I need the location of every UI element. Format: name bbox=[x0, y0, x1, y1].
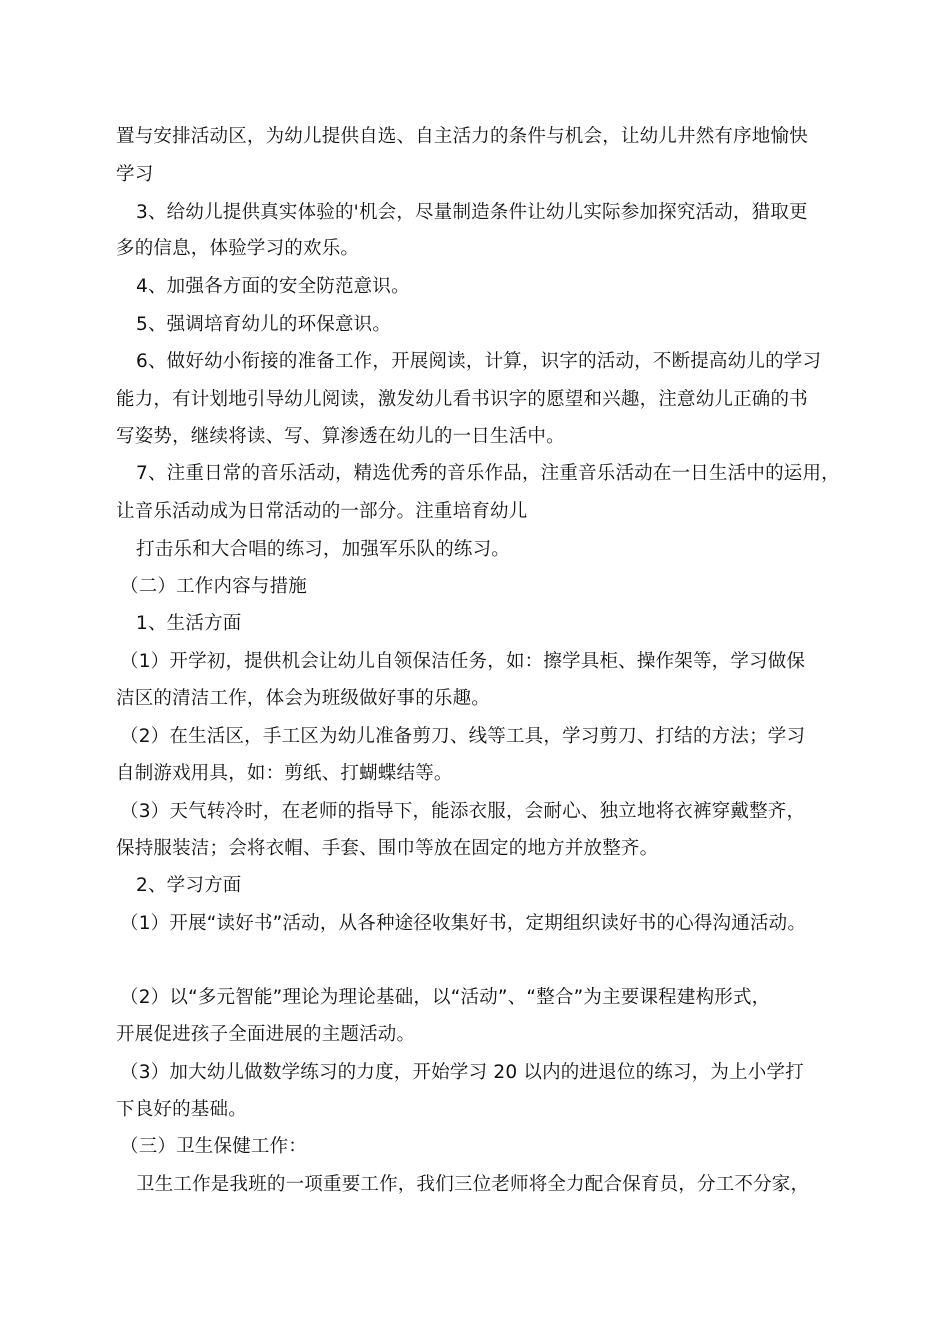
text-line: 让音乐活动成为日常活动的一部分。注重培育幼儿 bbox=[116, 501, 528, 522]
text-line: 下良好的基础。 bbox=[116, 1099, 247, 1120]
text-line: 打击乐和大合唱的练习，加强军乐队的练习。 bbox=[136, 539, 511, 560]
text-line: 4、加强各方面的安全防范意识。 bbox=[136, 276, 410, 297]
text-line: 能力，有计划地引导幼儿阅读，激发幼儿看书识字的愿望和兴趣，注意幼儿正确的书 bbox=[116, 389, 808, 410]
text-line: 5、强调培育幼儿的环保意识。 bbox=[136, 314, 392, 335]
text-line: 洁区的清洁工作，体会为班级做好事的乐趣。 bbox=[116, 688, 491, 709]
text-line: 6、做好幼小衔接的准备工作，开展阅读，计算，识字的活动，不断提高幼儿的学习 bbox=[136, 351, 822, 372]
text-line: 3、给幼儿提供真实体验的'机会，尽量制造条件让幼儿实际参加探究活动，猎取更 bbox=[136, 202, 808, 223]
text-line: 卫生工作是我班的一项重要工作，我们三位老师将全力配合保育员，分工不分家， bbox=[136, 1174, 810, 1195]
text-line: 自制游戏用具，如：剪纸、打蝴蝶结等。 bbox=[116, 763, 453, 784]
section-heading: （二）工作内容与措施 bbox=[120, 576, 308, 597]
text-line: （3）加大幼儿做数学练习的力度，开始学习 20 以内的进退位的练习，为上小学打 bbox=[120, 1062, 804, 1083]
text-line: （2）在生活区，手工区为幼儿准备剪刀、线等工具，学习剪刀、打结的方法；学习 bbox=[120, 726, 806, 747]
text-line: 置与安排活动区，为幼儿提供自选、自主活力的条件与机会，让幼儿井然有序地愉快 bbox=[116, 126, 808, 147]
text-line: 多的信息，体验学习的欢乐。 bbox=[116, 238, 360, 259]
text-line: 学习 bbox=[116, 164, 154, 185]
text-line: （1）开展“读好书”活动，从各种途径收集好书，定期组织读好书的心得沟通活动。 bbox=[120, 913, 807, 934]
text-line: 保持服装洁；会将衣帽、手套、围巾等放在固定的地方并放整齐。 bbox=[116, 838, 659, 859]
text-line: 开展促进孩子全面进展的主题活动。 bbox=[116, 1024, 416, 1045]
subsection-heading: 2、学习方面 bbox=[136, 875, 242, 896]
text-line: （1）开学初，提供机会让幼儿自领保洁任务，如：擦学具柜、操作架等，学习做保 bbox=[120, 651, 806, 672]
section-heading: （三）卫生保健工作： bbox=[120, 1136, 308, 1157]
text-line: （2）以“多元智能”理论为理论基础，以“活动”、“整合”为主要课程建构形式， bbox=[120, 987, 771, 1008]
subsection-heading: 1、生活方面 bbox=[136, 613, 242, 634]
text-line: 写姿势，继续将读、写、算渗透在幼儿的一日生活中。 bbox=[116, 426, 565, 447]
text-line: （3）天气转冷时，在老师的指导下，能添衣服，会耐心、独立地将衣裤穿戴整齐， bbox=[120, 801, 806, 822]
text-line: 7、注重日常的音乐活动，精选优秀的音乐作品，注重音乐活动在一日生活中的运用， bbox=[136, 463, 840, 484]
